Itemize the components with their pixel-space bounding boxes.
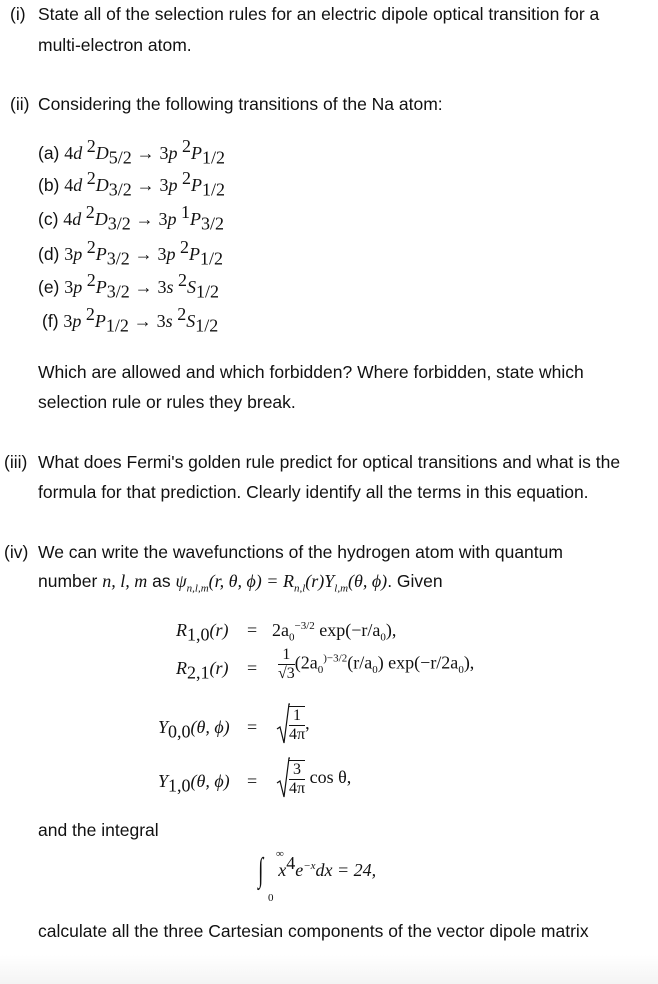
eq-R10-lhs: $R_{1,0}(r)$	[176, 620, 229, 645]
question-ii-label: (ii)	[10, 94, 30, 114]
arrow-icon: →	[134, 277, 153, 297]
transition-item: (e) 3p $^2P_{3/2} \to 3s$ $^2S_{1/2}$	[38, 270, 220, 302]
question-i-label: (i)	[10, 4, 26, 24]
sqrt-sign-icon	[276, 757, 290, 801]
transition-item: (f) 3p $^2P_{1/2} \to 3s$ $^2S_{1/2}$	[42, 304, 219, 336]
integral-intro: and the integral	[38, 820, 159, 840]
eq-Y00-lhs: $Y_{0,0}(\theta$, ϕ)	[158, 717, 230, 742]
eq-R10-rhs: $2a_0^{-3/2}$ $\exp(-r/a_0)$,	[272, 620, 397, 644]
integral-expression: ∫ ∞ 0 $x^4e^{-x}dx = 24$,	[258, 848, 377, 904]
arrow-icon: →	[133, 311, 152, 331]
arrow-icon: →	[134, 244, 153, 264]
transition-item: (c) 4d $^2D_{3/2} \to 3p$ $^1P_{3/2}$	[38, 202, 225, 234]
question-ii-intro: Considering the following transitions of the Na atom:	[38, 94, 443, 114]
eq-Y00-rhs: $\frac{1}{4\pi}$ ,	[276, 703, 310, 747]
question-iv-line1: We can write the wavefunctions of the hydrogen atom with quantum	[38, 542, 563, 562]
eq-Y10-rhs: $\frac{3}{4\pi}$ cos θ,	[276, 757, 351, 801]
eq-Y00-equals: =	[247, 717, 258, 737]
arrow-icon: →	[135, 209, 154, 229]
eq-Y10-lhs: $Y_{1,0}(\theta$, ϕ)	[158, 771, 230, 796]
bottom-shade	[0, 955, 658, 984]
arrow-icon: →	[136, 143, 155, 163]
transition-item: (a) 4d $^2D_{5/2} \to 3p$ $^2P_{1/2}$	[38, 136, 226, 168]
question-iv-line2: number n, l, m as $\psi_{n,l,m}(r$, θ, $\phi) = R_{n,l}(r)Y_{l,m}(\theta$, ϕ). Given	[38, 571, 443, 595]
eq-Y10-equals: =	[247, 771, 258, 791]
final-line1: calculate all the three Cartesian components of the vector dipole matrix	[38, 921, 589, 941]
question-ii-line2: selection rule or rules they break.	[38, 392, 296, 412]
eq-R21-rhs: $\frac{1}{√3}$ ($2a_0^{)-3/2}(r/a_0)$ $\exp(-r/2a_0)$,	[278, 646, 475, 682]
eq-R21-lhs: $R_{2,1}(r)$	[176, 658, 229, 683]
question-ii-line1: Which are allowed and which forbidden? Where forbidden, state which	[38, 362, 584, 382]
question-iv-label: (iv)	[4, 542, 29, 562]
question-i-line1: State all of the selection rules for an electric dipole optical transition for a	[38, 4, 600, 24]
question-iii-line2: formula for that prediction. Clearly identify all the terms in this equation.	[38, 482, 589, 502]
sqrt-sign-icon	[276, 703, 290, 747]
transition-item: (b) 4d $^2D_{3/2} \to 3p$ $^2P_{1/2}$	[38, 168, 226, 200]
eq-R21-fraction: $\frac{1}{√3}$	[278, 646, 295, 682]
integral-sign-icon: ∫	[258, 852, 264, 889]
question-iii-line1: What does Fermi's golden rule predict for optical transitions and what is the	[38, 452, 621, 472]
eq-R21-equals: =	[247, 658, 258, 678]
question-iii-label: (iii)	[4, 452, 28, 472]
transition-item: (d) 3p $^2P_{3/2} \to 3p$ $^2P_{1/2}$	[38, 237, 224, 269]
question-i-line2: multi-electron atom.	[38, 35, 192, 55]
arrow-icon: →	[136, 175, 155, 195]
eq-R10-equals: =	[247, 620, 258, 640]
